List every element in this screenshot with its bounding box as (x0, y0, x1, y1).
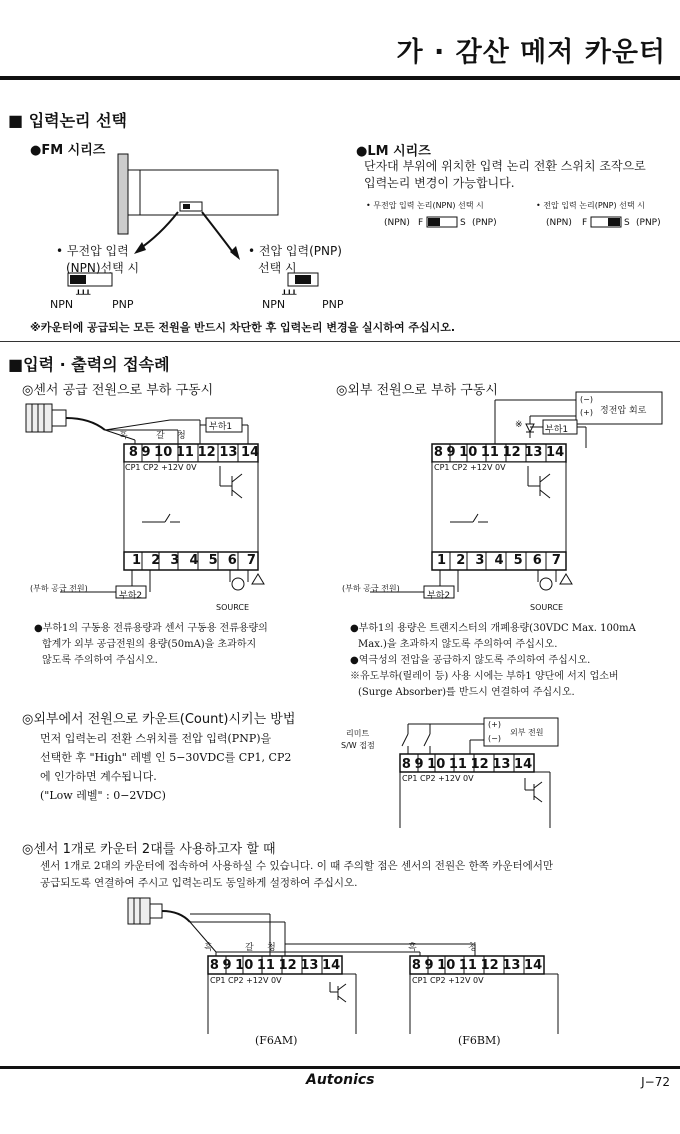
right-cp-labels: CP1 CP2 +12V 0V (434, 463, 506, 472)
left-source-label: SOURCE (216, 603, 250, 612)
terminal: 3 (475, 553, 485, 568)
section-input-logic-heading: ■ 입력논리 선택 (8, 111, 127, 130)
section1-rule (0, 341, 680, 342)
terminal: 12 (502, 445, 521, 460)
terminal: 1 (437, 553, 447, 568)
counter-b-terminals (410, 958, 544, 973)
terminal: 13 (219, 445, 238, 460)
lm-pnp-paren-2: (PNP) (636, 218, 661, 228)
bottom-right-wire-blue: 청 (468, 943, 477, 953)
model-f6am-label: (F6AM) (255, 1034, 298, 1047)
terminal: 5 (208, 553, 218, 568)
fm-pnp-caption-2: 선택 시 (258, 261, 297, 275)
right-top-terminals (432, 445, 566, 460)
terminal: 12 (470, 757, 489, 772)
terminal: 9 (141, 445, 151, 460)
sensor-power-subheading: ◎센서 공급 전원으로 부하 구동시 (22, 383, 214, 398)
terminal: 8 (401, 757, 411, 772)
terminal: 2 (151, 553, 161, 568)
fm-series-diagram (50, 150, 320, 315)
header-rule (0, 76, 680, 80)
left-wire-blue: 청 (177, 431, 186, 441)
ext-power-minus: (−) (488, 734, 501, 743)
terminal: 10 (427, 757, 446, 772)
terminal: 1 (132, 553, 142, 568)
terminal: 10 (437, 958, 456, 973)
lm-s-2: S (624, 218, 630, 228)
lm-pnp-switch (590, 216, 622, 228)
ext-count-cp-labels: CP1 CP2 +12V 0V (402, 774, 474, 783)
terminal: 13 (300, 958, 319, 973)
right-bottom-terminals (432, 553, 566, 568)
terminal: 12 (197, 445, 216, 460)
terminal: 7 (246, 553, 256, 568)
terminal: 14 (514, 757, 533, 772)
lm-pnp-option: • 전압 입력 논리(PNP) 선택 시 (536, 201, 645, 210)
regulator-label: 정전압 회로 (600, 406, 647, 416)
left-bottom-terminals (127, 553, 261, 568)
lm-series-label: ●LM 시리즈 (356, 144, 431, 159)
lm-npn-paren-1: (NPN) (384, 218, 410, 228)
terminal: 10 (154, 445, 173, 460)
terminal: 13 (492, 757, 511, 772)
external-count-diagram (340, 714, 640, 830)
counter-b-cp-labels: CP1 CP2 +12V 0V (412, 976, 484, 985)
external-count-heading: ◎외부에서 전원으로 카운트(Count)시키는 방법 (22, 712, 296, 727)
svg-text:┸┸┸: ┸┸┸ (76, 290, 91, 299)
fm-npn-left-label: NPN (50, 298, 74, 311)
input-logic-warning: ※카운터에 공급되는 모든 전원을 반드시 차단한 후 입력논리 변경을 실시하여 주십시오. (30, 321, 456, 334)
left-wire-black: 흑 (119, 431, 128, 441)
fm-series-label: ●FM 시리즈 (30, 143, 106, 158)
left-note-1: ●부하1의 구동용 전류용량과 센서 구동용 전류용량의 (34, 623, 268, 634)
terminal: 14 (524, 958, 543, 973)
terminal: 12 (480, 958, 499, 973)
right-star-mark: ※ (515, 420, 523, 430)
terminal: 11 (175, 445, 194, 460)
external-power-subheading: ◎외부 전원으로 부하 구동시 (336, 383, 498, 398)
lm-npn-option: • 무전압 입력 논리(NPN) 선택 시 (366, 201, 484, 210)
regulator-minus: (−) (580, 395, 593, 404)
right-source-label: SOURCE (530, 603, 564, 612)
ext-power-plus: (+) (488, 720, 501, 729)
terminal: 8 (411, 958, 421, 973)
one-sensor-two-counters-heading: ◎센서 1개로 카운터 2대를 사용하고자 할 때 (22, 842, 276, 857)
limit-switch-label-1: 리미트 (346, 729, 370, 738)
lm-desc-2: 입력논리 변경이 가능합니다. (364, 176, 515, 190)
one-sensor-desc-2: 공급되도록 연결하여 주시고 입력논리도 동일하게 설정하여 주십시오. (40, 877, 358, 889)
terminal: 4 (189, 553, 199, 568)
terminal: 11 (458, 958, 477, 973)
fm-npn-right-label: NPN (262, 298, 286, 311)
regulator-plus: (+) (580, 408, 593, 417)
lm-npn-switch (426, 216, 458, 228)
terminal: 5 (513, 553, 523, 568)
lm-f-1: F (418, 218, 424, 228)
terminal: 8 (433, 445, 443, 460)
terminal: 6 (227, 553, 237, 568)
terminal: 4 (494, 553, 504, 568)
left-wire-brown: 갈 (156, 431, 165, 441)
right-note-1: ●부하1의 용량은 트랜지스터의 개폐용량(30VDC Max. 100mA (350, 623, 636, 634)
right-note-2: Max.)을 초과하지 않도록 주의하여 주십시오. (358, 639, 558, 650)
terminal: 3 (170, 553, 180, 568)
terminal: 9 (222, 958, 232, 973)
terminal: 11 (480, 445, 499, 460)
terminal: 2 (456, 553, 466, 568)
ext-count-terminals (400, 757, 534, 772)
counter-a-terminals (208, 958, 342, 973)
section-io-connection-heading: ■입력 · 출력의 접속례 (8, 355, 170, 374)
external-count-desc-1: 먼저 입력논리 전환 스위치를 전압 입력(PNP)을 (40, 732, 272, 745)
terminal: 12 (278, 958, 297, 973)
terminal: 13 (524, 445, 543, 460)
fm-pnp-right-label: PNP (322, 298, 344, 311)
terminal: 9 (414, 757, 424, 772)
lm-s-1: S (460, 218, 466, 228)
left-cp-labels: CP1 CP2 +12V 0V (125, 463, 197, 472)
lm-pnp-paren-1: (PNP) (472, 218, 497, 228)
right-load1-label: 부하1 (545, 425, 569, 435)
terminal: 6 (532, 553, 542, 568)
page-number: J−72 (641, 1075, 670, 1089)
limit-switch-label-2: S/W 접점 (341, 741, 375, 750)
terminal: 7 (551, 553, 561, 568)
terminal: 8 (209, 958, 219, 973)
terminal: 14 (322, 958, 341, 973)
left-load1-label: 부하1 (209, 422, 233, 432)
fm-pnp-left-label: PNP (112, 298, 134, 311)
lm-f-2: F (582, 218, 588, 228)
terminal: 9 (424, 958, 434, 973)
left-load2-label: 부하2 (119, 591, 143, 601)
page-title: 가 · 감산 메저 카운터 (396, 37, 666, 68)
terminal: 10 (235, 958, 254, 973)
terminal: 11 (448, 757, 467, 772)
right-load2-label: 부하2 (427, 591, 451, 601)
ext-power-label: 외부 전원 (510, 728, 544, 737)
model-f6bm-label: (F6BM) (458, 1034, 501, 1047)
bottom-left-wire-black: 흑 (204, 943, 213, 953)
right-load-power-label: (부하 공급 전원) (342, 584, 400, 593)
lm-npn-paren-2: (NPN) (546, 218, 572, 228)
terminal: 14 (546, 445, 565, 460)
terminal: 10 (459, 445, 478, 460)
terminal: 9 (446, 445, 456, 460)
right-note-4: ※유도부하(릴레이 등) 사용 시에는 부하1 양단에 서지 업소버 (350, 671, 619, 682)
terminal: 8 (128, 445, 138, 460)
fm-pnp-caption-1: • 전압 입력(PNP) (248, 244, 342, 258)
bottom-left-wire-brown: 갈 (245, 943, 254, 953)
right-note-5: (Surge Absorber)를 반드시 연결하여 주십시오. (358, 687, 575, 698)
counter-a-cp-labels: CP1 CP2 +12V 0V (210, 976, 282, 985)
fm-npn-caption-2: (NPN)선택 시 (66, 261, 140, 275)
left-note-3: 않도록 주의하여 주십시오. (42, 655, 158, 666)
terminal: 13 (502, 958, 521, 973)
right-note-3: ●역극성의 전압을 공급하지 않도록 주의하여 주십시오. (350, 655, 591, 666)
one-sensor-desc-1: 센서 1개로 2대의 카운터에 접속하여 사용하실 수 있습니다. 이 때 주의할 점은 센서의 전원은 한쪽 카운터에서만 (40, 860, 554, 872)
left-note-2: 합계가 외부 공급전원의 용량(50mA)을 초과하지 (42, 639, 257, 650)
brand-logo: Autonics (306, 1072, 375, 1088)
left-load-power-label: (부하 공급 전원) (30, 584, 88, 593)
terminal: 11 (256, 958, 275, 973)
fm-npn-caption-1: • 무전압 입력 (56, 244, 129, 258)
footer-rule (0, 1066, 680, 1069)
terminal: 14 (241, 445, 260, 460)
lm-desc-1: 단자대 부위에 위치한 입력 논리 전환 스위치 조작으로 (364, 159, 646, 173)
external-count-desc-3: 에 인가하면 계수됩니다. (40, 770, 157, 783)
bottom-right-wire-black: 흑 (408, 943, 417, 953)
external-count-desc-4: ("Low 레벨" : 0−2VDC) (40, 789, 166, 802)
svg-text:┸┸┸: ┸┸┸ (282, 290, 297, 299)
external-count-desc-2: 선택한 후 "High" 레벨 인 5−30VDC를 CP1, CP2 (40, 751, 292, 764)
bottom-left-wire-blue: 청 (267, 943, 276, 953)
left-top-terminals (127, 445, 261, 460)
